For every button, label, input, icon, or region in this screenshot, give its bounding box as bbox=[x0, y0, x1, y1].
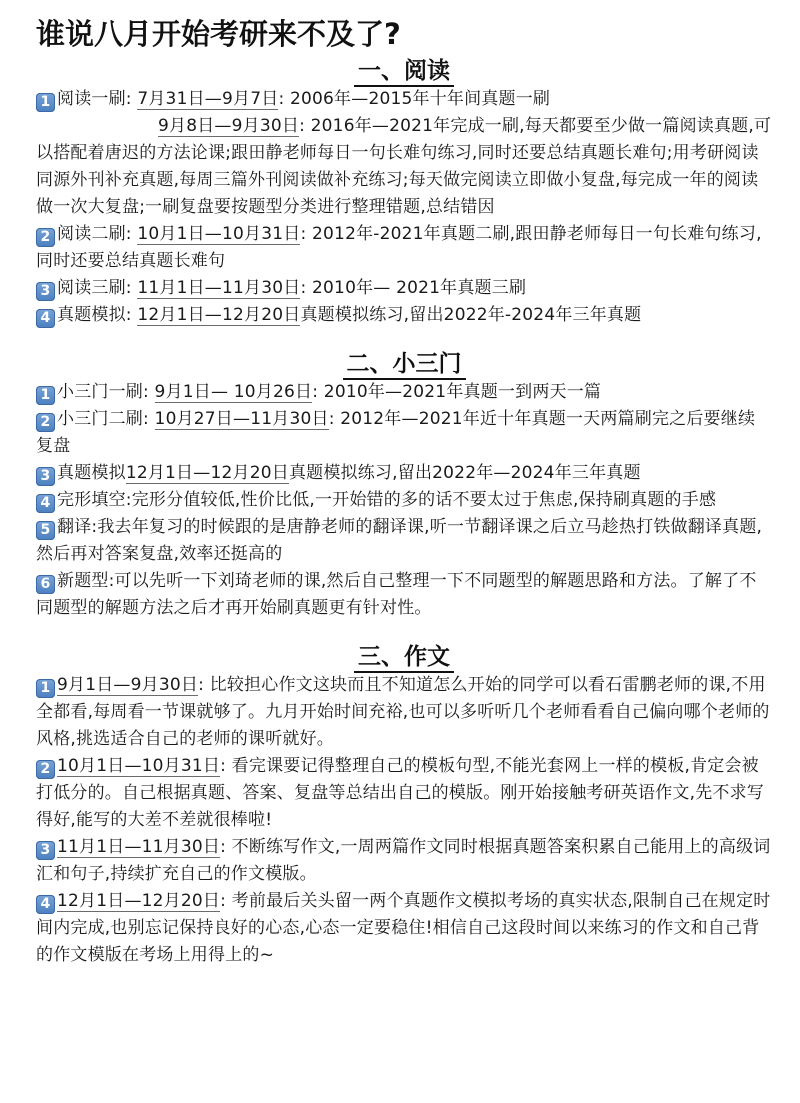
item-separator: : bbox=[300, 278, 307, 298]
number-3-icon: 3 bbox=[36, 467, 55, 486]
item-date: 12月1日—12月20日 bbox=[57, 891, 221, 911]
section-heading-text: 一、阅读 bbox=[354, 58, 454, 87]
item-date: 7月31日—9月7日 bbox=[137, 89, 279, 109]
item-text: 我去年复习的时候跟的是唐静老师的翻译课,听一节翻译课之后立马趁热打铁做翻译真题,然后再对答案复盘,效率还挺高的 bbox=[36, 517, 763, 564]
list-item bbox=[36, 379, 772, 406]
list-item bbox=[36, 672, 772, 753]
item-label: 完形填空: bbox=[57, 490, 132, 510]
number-4-icon: 4 bbox=[36, 494, 55, 513]
item-separator: : bbox=[278, 89, 285, 109]
number-2-icon: 2 bbox=[36, 760, 55, 779]
item-text: 2012年-2021年真题二刷,跟田静老师每日一句长难句练习,同时还要总结真题长难句 bbox=[36, 224, 762, 271]
item-label: 真题模拟: bbox=[57, 305, 132, 325]
list-item bbox=[36, 834, 772, 888]
item-date: 12月1日—12月20日 bbox=[125, 463, 289, 483]
number-6-icon: 6 bbox=[36, 575, 55, 594]
item-date: 9月1日—9月30日 bbox=[57, 675, 199, 695]
number-1-icon: 1 bbox=[36, 386, 55, 405]
section-heading bbox=[36, 349, 772, 379]
item-date: 11月1日—11月30日 bbox=[57, 837, 221, 857]
item-date: 9月8日—9月30日 bbox=[158, 116, 300, 136]
item-label: 阅读三刷: bbox=[57, 278, 132, 298]
list-item bbox=[36, 275, 772, 302]
item-separator: : bbox=[299, 116, 306, 136]
section-reading bbox=[36, 56, 772, 329]
number-3-icon: 3 bbox=[36, 282, 55, 301]
item-date: 11月1日—11月30日 bbox=[137, 278, 301, 298]
number-4-icon: 4 bbox=[36, 895, 55, 914]
page-title: 谁说八月开始考研来不及了? bbox=[36, 17, 401, 51]
item-label: 新题型: bbox=[57, 571, 115, 591]
number-2-icon: 2 bbox=[36, 228, 55, 247]
item-label: 阅读二刷: bbox=[57, 224, 132, 244]
item-separator: : bbox=[220, 837, 227, 857]
item-text: 看完课要记得整理自己的模板句型,不能光套网上一样的模板,肯定会被打低分的。自己根据真题、答案、复盘等总结出自己的模版。刚开始接触考研英语作文,先不求写得好,能写的大差不差就很棒啦! bbox=[36, 756, 765, 830]
list-item bbox=[36, 460, 772, 487]
number-1-icon: 1 bbox=[36, 93, 55, 112]
section-heading bbox=[36, 56, 772, 86]
item-label: 真题模拟 bbox=[57, 463, 126, 483]
item-separator: : bbox=[328, 409, 335, 429]
item-date: 10月27日—11月30日 bbox=[154, 409, 329, 429]
item-text: 完形分值较低,性价比低,一开始错的多的话不要太过于焦虑,保持刷真题的手感 bbox=[131, 490, 717, 510]
list-item bbox=[36, 568, 772, 622]
item-text: 2016年—2021年完成一刷,每天都要至少做一篇阅读真题,可以搭配着唐迟的方法论课;跟田静老师每日一句长难句练习,同时还要总结真题长难句;用考研阅读同源外刊补充真题,每周三篇外刊阅读做补充练习;每天做完阅读立即做小复盘,每完成一年的阅读做一次大复盘;一刷复盘要按题型分类进行整理错题,总结错因 bbox=[36, 116, 772, 217]
item-text: 可以先听一下刘琦老师的课,然后自己整理一下不同题型的解题思路和方法。了解了不同题型的解题方法之后才再开始刷真题更有针对性。 bbox=[36, 571, 757, 618]
number-3-icon: 3 bbox=[36, 841, 55, 860]
number-1-icon: 1 bbox=[36, 679, 55, 698]
item-text: 2010年— 2021年真题三刷 bbox=[312, 278, 527, 298]
list-item bbox=[36, 221, 772, 275]
section-heading bbox=[36, 642, 772, 672]
list-item bbox=[36, 406, 772, 460]
item-date: 10月1日—10月31日 bbox=[137, 224, 301, 244]
item-label: 小三门二刷: bbox=[57, 409, 149, 429]
item-separator: : bbox=[300, 224, 307, 244]
list-item bbox=[36, 487, 772, 514]
item-text: 考前最后关头留一两个真题作文模拟考场的真实状态,限制自己在规定时间内完成,也别忘记保持良好的心态,心态一定要稳住!相信自己这段时间以来练习的作文和自己背的作文模版在考场上用得上的~ bbox=[36, 891, 771, 965]
item-label: 翻译: bbox=[57, 517, 98, 537]
item-label: 小三门一刷: bbox=[57, 382, 149, 402]
list-item bbox=[36, 888, 772, 969]
list-item bbox=[36, 86, 772, 113]
item-date: 9月1日— 10月26日 bbox=[154, 382, 313, 402]
section-heading-text: 二、小三门 bbox=[343, 351, 466, 380]
item-separator: : bbox=[312, 382, 319, 402]
item-label: 阅读一刷: bbox=[57, 89, 132, 109]
number-2-icon: 2 bbox=[36, 413, 55, 432]
item-separator: : bbox=[220, 756, 227, 776]
item-separator: : bbox=[220, 891, 227, 911]
item-text: 不断练写作文,一周两篇作文同时根据真题答案积累自己能用上的高级词汇和句子,持续扩充自己的作文模版。 bbox=[36, 837, 771, 884]
item-date: 10月1日—10月31日 bbox=[57, 756, 221, 776]
section-heading-text: 三、作文 bbox=[354, 644, 454, 673]
item-text: 2010年—2021年真题一到两天一篇 bbox=[323, 382, 602, 402]
number-5-icon: 5 bbox=[36, 521, 55, 540]
item-separator: : bbox=[198, 675, 205, 695]
item-text: 2006年—2015年十年间真题一刷 bbox=[289, 89, 551, 109]
item-text: 真题模拟练习,留出2022年—2024年三年真题 bbox=[288, 463, 641, 483]
item-text: 2012年—2021年近十年真题一天两篇刷完之后要继续复盘 bbox=[36, 409, 756, 456]
section-small-three bbox=[36, 349, 772, 622]
list-item bbox=[36, 302, 772, 329]
section-writing bbox=[36, 642, 772, 969]
list-item bbox=[36, 113, 772, 221]
list-item bbox=[36, 514, 772, 568]
list-item bbox=[36, 753, 772, 834]
item-date: 12月1日—12月20日 bbox=[137, 305, 301, 325]
item-text: 比较担心作文这块而且不知道怎么开始的同学可以看石雷鹏老师的课,不用全都看,每周看一节课就够了。九月开始时间充裕,也可以多听听几个老师看看自己偏向哪个老师的风格,挑选适合自己的老师的课听就好。 bbox=[36, 675, 770, 749]
number-4-icon: 4 bbox=[36, 309, 55, 328]
item-text: 真题模拟练习,留出2022年-2024年三年真题 bbox=[300, 305, 642, 325]
